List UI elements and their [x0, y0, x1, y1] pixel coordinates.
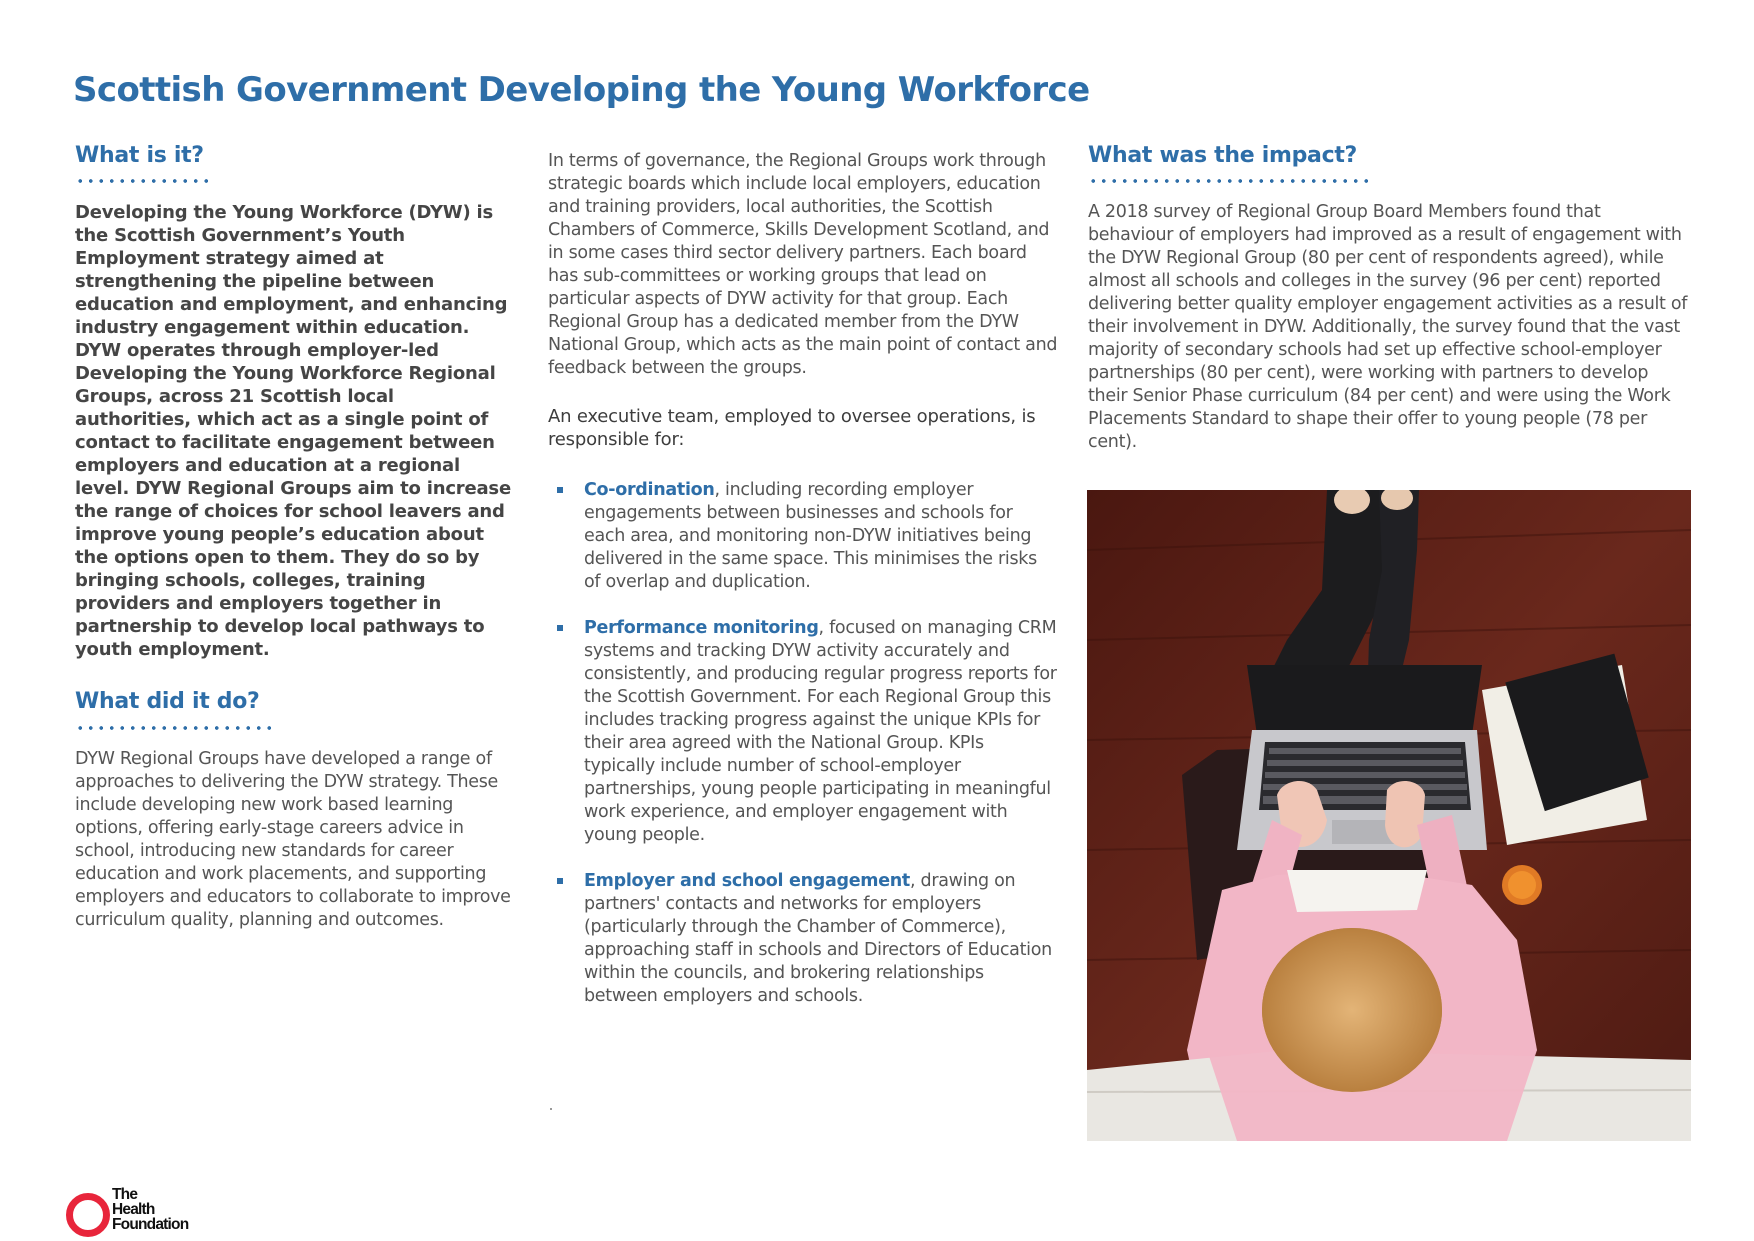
list-item — [548, 617, 1058, 847]
list-item — [548, 870, 1058, 1008]
bullet-term: Co-ordination — [584, 480, 715, 500]
responsibilities-list — [548, 479, 1058, 1008]
right-column — [1088, 143, 1688, 454]
logo-line: The — [112, 1186, 138, 1203]
governance-paragraph: In terms of governance, the Regional Groups work through strategic boards which include local employers, education and training providers, local authorities, the Scottish Chambers of Commerce, Skills Development Scotland, and in some cases third sector delivery partners. Each board has sub-committees or working groups that lead on particular aspects of DYW activity for that group. Each Regional Group has a dedicated member from the DYW National Group, which acts as the main point of contact and feedback between the groups. — [548, 151, 1058, 378]
bullet-term: Performance monitoring — [584, 618, 819, 638]
heading-underline-dots — [1088, 179, 1368, 183]
stray-dot — [550, 1108, 552, 1110]
square-bullet-icon — [557, 625, 563, 631]
bullet-text: , drawing on partners' contacts and networks for employers (particularly through the Chamber of Commerce), approaching staff in schools and Directors of Education within the councils, and brokering relationships between employers and schools. — [584, 871, 1052, 1006]
logo-text — [112, 1187, 222, 1232]
page-title: Scottish Government Developing the Young Workforce — [73, 70, 1090, 110]
list-item — [548, 479, 1058, 594]
heading-underline-dots — [75, 179, 211, 183]
square-bullet-icon — [557, 878, 563, 884]
impact-heading: What was the impact? — [1088, 143, 1358, 168]
laptop-photo-illustration — [1087, 490, 1691, 1141]
logo-line: Health — [112, 1201, 155, 1218]
what-did-it-do-heading: What did it do? — [75, 689, 260, 715]
bullet-text: , focused on managing CRM systems and tracking DYW activity accurately and consistently, and producing regular progress reports for the Scottish Government. For each Regional Group this includes tracking progress against the unique KPIs for their area agreed with the National Group. KPIs typically include number of school-employer partnerships, young people participating in meaningful work experience, and employer engagement with young people. — [584, 618, 1057, 845]
executive-team-lead: An executive team, employed to oversee operations, is responsible for: — [548, 406, 1036, 450]
what-did-it-do-text: DYW Regional Groups have developed a range of approaches to delivering the DYW strategy. These include developing new work based learning options, offering early-stage careers advice in school, introducing new standards for career education and work placements, and supporting employers and educators to collaborate to improve curriculum quality, planning and outcomes. — [75, 748, 511, 930]
bullet-text: , including recording employer engagements between businesses and schools for each area, and monitoring non-DYW initiatives being delivered in the same space. This minimises the risks of overlap and duplication. — [584, 480, 1037, 592]
heading-underline-dots — [75, 726, 275, 730]
left-column — [75, 143, 515, 932]
logo-ring-icon — [66, 1193, 110, 1237]
square-bullet-icon — [557, 487, 563, 493]
impact-text: A 2018 survey of Regional Group Board Members found that behaviour of employers had improved as a result of engagement with the DYW Regional Group (80 per cent of respondents agreed), while almost all schools and colleges in the survey (96 per cent) reported delivering better quality employer engagement activities as a result of their involvement in DYW. Additionally, the survey found that the vast majority of secondary schools had set up effective school-employer partnerships (80 per cent), were working with partners to develop their Senior Phase curriculum (84 per cent) and were using the Work Placements Standard to shape their offer to young people (78 per cent). — [1088, 202, 1688, 453]
what-is-it-heading: What is it? — [75, 143, 204, 168]
laptop-photo — [1087, 490, 1691, 1141]
what-is-it-text: Developing the Young Workforce (DYW) is the Scottish Government’s Youth Employment strategy aimed at strengthening the pipeline between education and employment, and enhancing industry engagement within education. DYW operates through employer-led Developing the Young Workforce Regional Groups, across 21 Scottish local authorities, which act as a single point of contact to facilitate engagement between employers and education at a regional level. DYW Regional Groups aim to increase the range of choices for school leavers and improve young people’s education about the options open to them. They do so by bringing schools, colleges, training providers and employers together in partnership to develop local pathways to youth employment. — [75, 202, 511, 661]
middle-column — [548, 150, 1058, 1031]
logo-line: Foundation — [112, 1216, 189, 1233]
bullet-term: Employer and school engagement — [584, 871, 910, 891]
